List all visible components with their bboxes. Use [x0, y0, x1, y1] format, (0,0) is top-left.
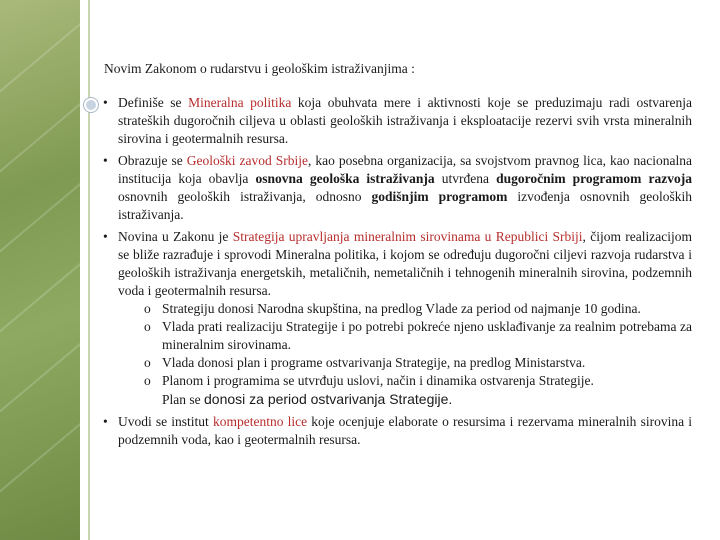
sub-list-item: o Vlada prati realizaciju Strategije i po potrebi pokreće njeno usklađivanje za realnim potrebama za mineralnim sirovinama. — [144, 319, 692, 352]
bullet-icon: • — [103, 414, 108, 429]
sub-list-item: o Planom i programima se utvrđuju uslovi, način i dinamika ostvarenja Strategije. Plan se donosi za period ostvarivanja Strategije. — [144, 373, 594, 407]
sub-bullet-icon: o — [144, 301, 151, 316]
plan-note-sans: donosi za period ostvarivanja Strategije. — [204, 391, 453, 407]
bold-term: dugoročnim programom razvoja — [496, 171, 692, 186]
sub-list — [118, 300, 692, 409]
sub-bullet-icon: o — [144, 373, 151, 388]
plan-note: Plan se — [162, 392, 204, 407]
sub-list-item: o Vlada donosi plan i programe ostvarivanja Strategije, na predlog Ministarstva. — [144, 355, 586, 370]
list-item: • Obrazuje se Geološki zavod Srbije, kao posebna organizacija, sa svojstvom pravnog lica, kao nacionalna institucija koja obavlja osnovna geološka istraživanja utvrđena dugoročnim programom razvoja osnovnih geoloških istraživanja, odnosno godišnjim programom izvođenja osnovnih geoloških istraživanja. — [103, 153, 692, 222]
decorative-ring-icon — [84, 98, 98, 112]
bullet-list — [100, 94, 692, 449]
slide-content — [100, 60, 692, 453]
list-item: • Definiše se Mineralna politika koja obuhvata mere i aktivnosti koje se preduzimaju radi ostvarenja strateških dugoročnih ciljeva u oblasti geoloških istraživanja i eksploatacije rezervi svih vrsta mineralnih sirovina i geotermalnih resursa. — [103, 95, 692, 146]
bullet-icon: • — [103, 153, 108, 168]
intro-text: Novim Zakonom o rudarstvu i geološkim istraživanjima : — [104, 61, 415, 76]
bullet-icon: • — [103, 95, 108, 110]
highlight-term: Mineralna politika — [188, 95, 292, 110]
sub-bullet-icon: o — [144, 355, 151, 370]
bold-term: osnovna geološka istraživanja — [255, 171, 435, 186]
sub-list-item: o Strategiju donosi Narodna skupština, na predlog Vlade za period od najmanje 10 godina. — [144, 301, 641, 316]
decorative-green-band — [0, 0, 80, 540]
list-item: • Novina u Zakonu je Strategija upravljanja mineralnim sirovinama u Republici Srbiji, čijom realizacijom se bliže razrađuje i sprovodi Mineralna politika, i kojom se određuju dugoročni ciljevi razvoja rudarstva i geoloških istraživanja energetskih, metaličnih, nemetaličnih i tehnogenih mineralnih sirovina, podzemnih voda i geotermalnih resursa. o Strategiju donosi Narodna skupština, na predlog Vlade za period od najmanje 10 godina. o Vlada prati realizaciju Strategije i po potrebi pokreće njeno usklađivanje za realnim potrebama za mineralnim sirovinama. o Vlada donosi plan i programe ostvarivanja Strategije, na predlog Ministarstva. o Planom i programima se utvrđuju uslovi, način i dinamika ostvarenja Strategije. Plan se donosi za period ostvarivanja Strategije. — [103, 229, 693, 407]
highlight-term: Strategija upravljanja mineralnim sirovinama u Republici Srbiji — [232, 229, 583, 244]
decorative-divider-line — [88, 0, 90, 540]
highlight-term: Geološki zavod Srbije — [186, 153, 308, 168]
list-item: • Uvodi se institut kompetentno lice koje ocenjuje elaborate o resursima i rezervama mineralnih sirovina i podzemnih voda, kao i geotermalnih resursa. — [103, 414, 692, 447]
highlight-term: kompetentno lice — [212, 414, 308, 429]
bullet-icon: • — [103, 229, 108, 244]
sub-bullet-icon: o — [144, 319, 151, 334]
bold-term: godišnjim programom — [371, 189, 508, 204]
